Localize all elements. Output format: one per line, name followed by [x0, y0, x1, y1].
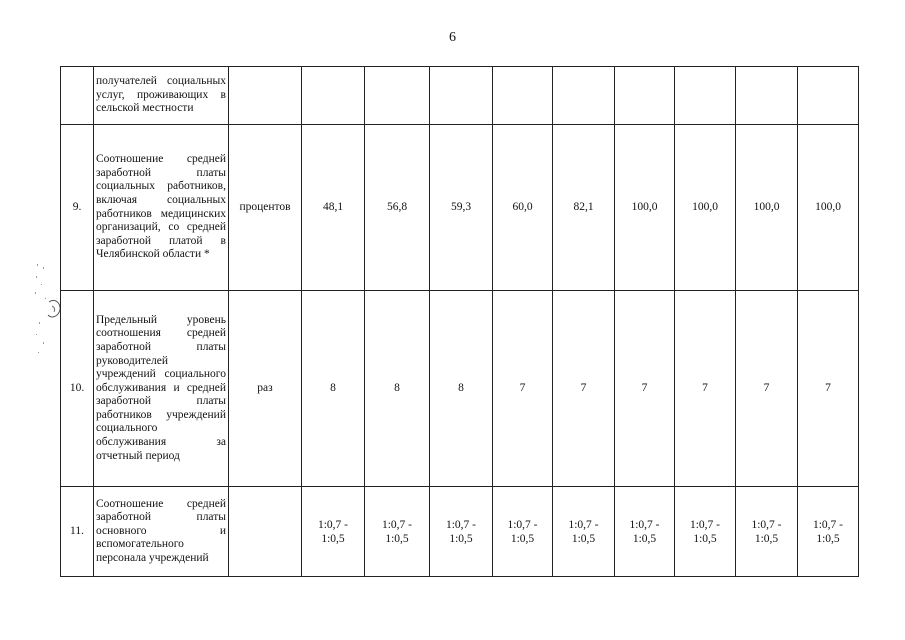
value-cell: 48,1 — [302, 125, 365, 291]
value-cell: 8 — [302, 291, 365, 487]
indicator-name: Соотношение средней заработной платы социальных работников, включая социальных работников медицинских организаций, со средней заработной платой в Челябинской области * — [94, 125, 229, 291]
ratio-lower: 1:0,5 — [816, 532, 840, 545]
value-cell: 100,0 — [615, 125, 675, 291]
indicator-name: Соотношение средней заработной платы основного и вспомогательного персонала учреждений — [94, 487, 229, 577]
unit-cell: процентов — [229, 125, 302, 291]
value-cell: 60,0 — [493, 125, 553, 291]
ratio-cell — [493, 487, 553, 577]
ratio-upper: 1:0,7 - — [507, 518, 538, 531]
unit-cell — [229, 67, 302, 125]
value-cell: 7 — [493, 291, 553, 487]
ratio-cell — [365, 487, 430, 577]
table-row — [61, 67, 859, 125]
value-cell: 8 — [365, 291, 430, 487]
value-cell — [675, 67, 736, 125]
ratio-lower: 1:0,5 — [632, 532, 657, 545]
ratio-lower: 1:0,5 — [571, 532, 596, 545]
scan-artifact-mark — [33, 262, 63, 357]
value-cell: 100,0 — [675, 125, 736, 291]
table-row — [61, 487, 859, 577]
ratio-upper: 1:0,7 - — [317, 518, 349, 531]
ratio-cell — [302, 487, 365, 577]
ratio-lower: 1:0,5 — [449, 532, 473, 545]
page-number: 6 — [449, 30, 456, 45]
unit-cell — [229, 487, 302, 577]
ratio-upper: 1:0,7 - — [812, 518, 844, 531]
ratio-upper: 1:0,7 - — [445, 518, 477, 531]
ratio-cell — [736, 487, 798, 577]
ratio-lower: 1:0,5 — [321, 532, 345, 545]
row-number: 11. — [61, 487, 94, 577]
value-cell: 7 — [553, 291, 615, 487]
value-cell: 100,0 — [736, 125, 798, 291]
ratio-cell — [430, 487, 493, 577]
ratio-upper: 1:0,7 - — [751, 518, 782, 531]
ratio-upper: 1:0,7 - — [629, 518, 660, 531]
ratio-lower: 1:0,5 — [510, 532, 535, 545]
value-cell: 7 — [615, 291, 675, 487]
ratio-lower: 1:0,5 — [385, 532, 409, 545]
value-cell: 7 — [736, 291, 798, 487]
indicators-table — [60, 66, 859, 577]
ratio-lower: 1:0,5 — [754, 532, 779, 545]
value-cell: 100,0 — [798, 125, 859, 291]
ratio-cell — [675, 487, 736, 577]
value-cell — [365, 67, 430, 125]
value-cell: 56,8 — [365, 125, 430, 291]
value-cell: 8 — [430, 291, 493, 487]
value-cell — [493, 67, 553, 125]
value-cell — [302, 67, 365, 125]
unit-cell: раз — [229, 291, 302, 487]
value-cell — [553, 67, 615, 125]
row-number: 9. — [61, 125, 94, 291]
value-cell — [430, 67, 493, 125]
ratio-lower: 1:0,5 — [693, 532, 717, 545]
value-cell: 7 — [675, 291, 736, 487]
indicator-name: Предельный уровень соотношения средней заработной платы руководителей учреждений социального обслуживания и средней заработной платы работников учреждений социального обслуживания за отчетный период — [94, 291, 229, 487]
row-number — [61, 67, 94, 125]
value-cell: 7 — [798, 291, 859, 487]
value-cell — [615, 67, 675, 125]
indicator-name: получателей социальных услуг, проживающих в сельской местности — [94, 67, 229, 125]
value-cell — [736, 67, 798, 125]
ratio-upper: 1:0,7 - — [689, 518, 721, 531]
row-number: 10. — [61, 291, 94, 487]
ratio-upper: 1:0,7 - — [381, 518, 413, 531]
table-row — [61, 125, 859, 291]
value-cell: 82,1 — [553, 125, 615, 291]
value-cell — [798, 67, 859, 125]
ratio-upper: 1:0,7 - — [568, 518, 599, 531]
table-row — [61, 291, 859, 487]
ratio-cell — [615, 487, 675, 577]
value-cell: 59,3 — [430, 125, 493, 291]
ratio-cell — [798, 487, 859, 577]
ratio-cell — [553, 487, 615, 577]
